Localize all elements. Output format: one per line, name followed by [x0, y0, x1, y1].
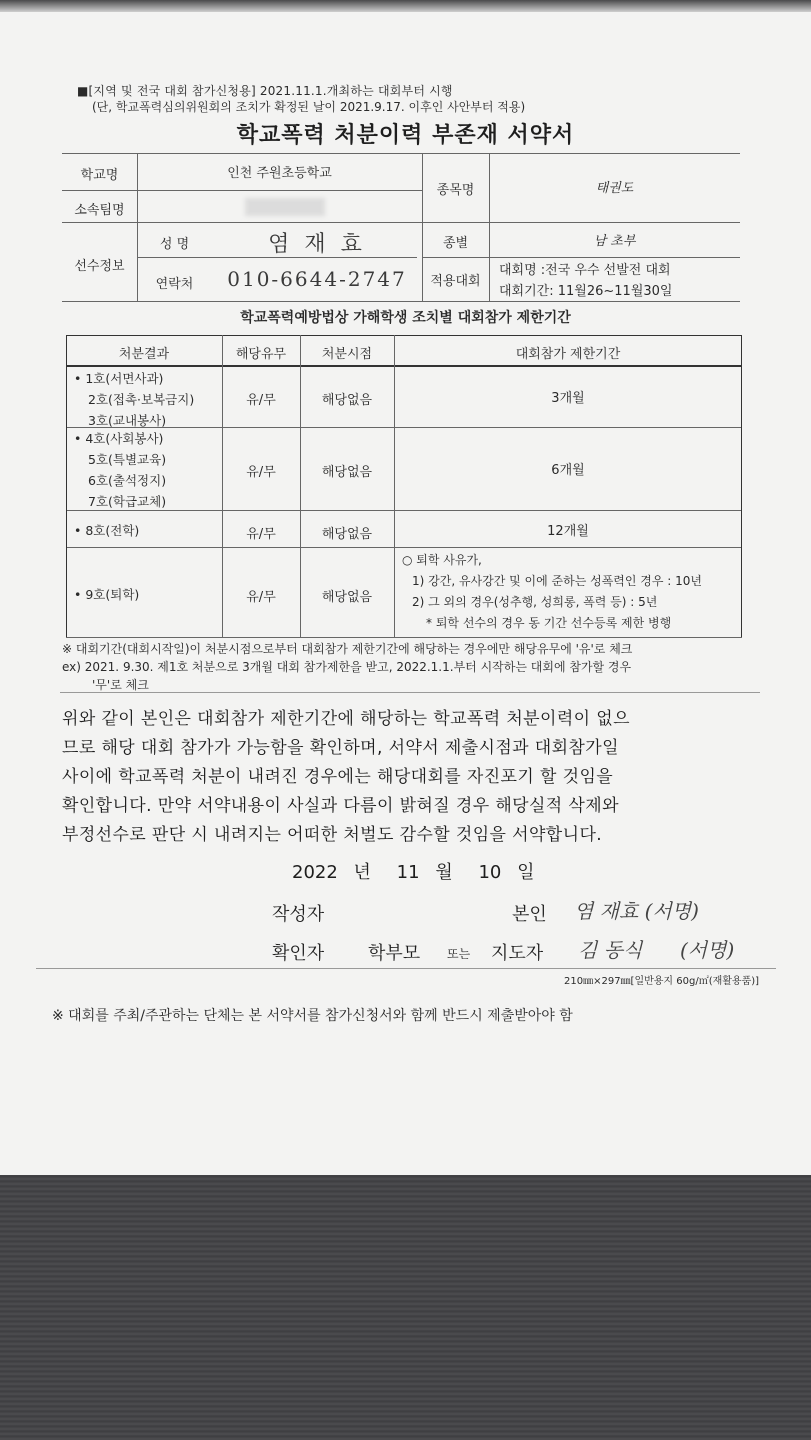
- row-4-limit-details: ○ 퇴학 사유가, 1) 강간, 유사강간 및 이에 준하는 성폭력인 경우 : 10년 2) 그 외의 경우(성추행, 성희롱, 폭력 등) : 5년 * 퇴학 선수의 경우 동 기간 선수등록 제한 병행: [402, 553, 703, 630]
- parent-label: 학부모: [368, 943, 421, 964]
- competition-label: 적용대회: [430, 274, 481, 289]
- footer-note: ※ 대회를 주최/주관하는 단체는 본 서약서를 참가신청서와 함께 반드시 제출받아야 함: [52, 1008, 573, 1024]
- date-year: 2022: [292, 862, 338, 883]
- note-line-2: ex) 2021. 9.30. 제1호 처분으로 3개월 대회 참가제한을 받고, 2022.1.1.부터 시작하는 대회에 참가할 경우: [62, 660, 632, 674]
- category-value: 남 초부: [593, 234, 636, 249]
- confirm-label: 확인자: [272, 943, 325, 964]
- row-3-timing: 해당없음: [321, 527, 373, 542]
- row-1-limit: 3개월: [551, 391, 585, 406]
- event-label: 종목명: [436, 183, 475, 198]
- writer-label: 작성자: [272, 904, 325, 925]
- school-label: 학교명: [80, 168, 119, 183]
- phone-label: 연락처: [155, 277, 194, 292]
- phone-value: 010-6644-2747: [227, 267, 407, 291]
- date-line: [292, 858, 534, 884]
- category-label: 종별: [442, 236, 469, 251]
- note-line-3: '무'로 체크: [92, 678, 149, 692]
- header-limit: 대회참가 제한기간: [515, 347, 621, 362]
- photo-top-edge: [0, 0, 811, 12]
- header-line-1: ■[지역 및 전국 대회 참가신청용] 2021.11.1.개최하는 대회부터 시행: [77, 84, 453, 98]
- redacted-team-name: [245, 198, 325, 216]
- name-value: 염 재 효: [268, 232, 366, 257]
- header-line-2: (단, 학교폭력심의위원회의 조치가 확정된 날이 2021.9.17. 이후인 사안부터 적용): [92, 100, 526, 114]
- date-month: 11: [396, 862, 420, 883]
- row-3-items: • 8호(전학): [74, 523, 140, 538]
- self-signature: 염 재효 (서명): [574, 899, 699, 923]
- row-3-limit: 12개월: [547, 524, 589, 539]
- row-2-limit: 6개월: [551, 463, 585, 478]
- coach-label: 지도자: [491, 943, 544, 964]
- row-1-applicable: 유/무: [246, 393, 276, 408]
- info-table: [62, 153, 740, 303]
- header-timing: 처분시점: [321, 347, 373, 362]
- paper-spec: 210㎜×297㎜[일반용지 60g/㎡(재활용품)]: [564, 976, 760, 987]
- restriction-table-title: 학교폭력예방법상 가해학생 조치별 대회참가 제한기간: [240, 310, 571, 326]
- row-2-applicable: 유/무: [246, 465, 276, 480]
- date-day: 10: [478, 862, 502, 883]
- row-3-applicable: 유/무: [246, 527, 276, 542]
- row-2-items: • 4호(사회봉사) 5호(특별교육) 6호(출석정지) 7호(학급교체): [74, 431, 167, 509]
- competition-name: 대회명 :전국 우수 선발전 대회: [499, 263, 671, 278]
- event-value: 태권도: [595, 181, 634, 196]
- desk-background: [0, 1175, 811, 1440]
- pledge-text: 위와 같이 본인은 대회참가 제한기간에 해당하는 학교폭력 처분이력이 없으 므로 해당 대회 참가가 가능함을 확인하며, 서약서 제출시점과 대회참가일 사이에 학교폭력 처분이 내려진 경우에는 해당대회를 자진포기 할 것임을 확인합니다. 만약 서약내용이 사실과 다름이 밝혀질 경우 해당실적 삭제와 부정선수로 판단 시 내려지는 어떠한 처벌도 감수할 것임을 서약합니다.: [62, 709, 630, 845]
- restriction-table: [66, 335, 742, 640]
- coach-signature: (서명): [680, 938, 735, 962]
- name-label: 성 명: [159, 237, 190, 252]
- date-month-label: 월: [435, 862, 453, 883]
- self-label: 본인: [512, 904, 547, 925]
- or-label: 또는: [447, 947, 471, 961]
- row-1-timing: 해당없음: [321, 393, 373, 408]
- note-line-1: ※ 대회기간(대회시작일)이 처분시점으로부터 대회참가 제한기간에 해당하는 경우에만 해당유무에 '유'로 체크: [62, 642, 633, 656]
- header-applicable: 해당유무: [235, 347, 287, 362]
- row-4-items: • 9호(퇴학): [74, 587, 140, 602]
- row-1-items: • 1호(서면사과) 2호(접촉·보복금지) 3호(교내봉사): [74, 371, 195, 428]
- school-value: 인천 주원초등학교: [227, 166, 332, 181]
- date-year-label: 년: [353, 862, 371, 883]
- coach-name: 김 동식: [578, 938, 643, 962]
- competition-period: 대회기간: 11월26~11월30일: [499, 284, 673, 299]
- row-2-timing: 해당없음: [321, 465, 373, 480]
- header-result: 처분결과: [118, 347, 170, 362]
- document-title: 학교폭력 처분이력 부존재 서약서: [236, 123, 575, 148]
- date-day-label: 일: [517, 862, 535, 883]
- row-4-timing: 해당없음: [321, 590, 373, 605]
- row-4-applicable: 유/무: [246, 590, 276, 605]
- player-info-label: 선수정보: [74, 259, 125, 274]
- team-label: 소속팀명: [74, 203, 125, 218]
